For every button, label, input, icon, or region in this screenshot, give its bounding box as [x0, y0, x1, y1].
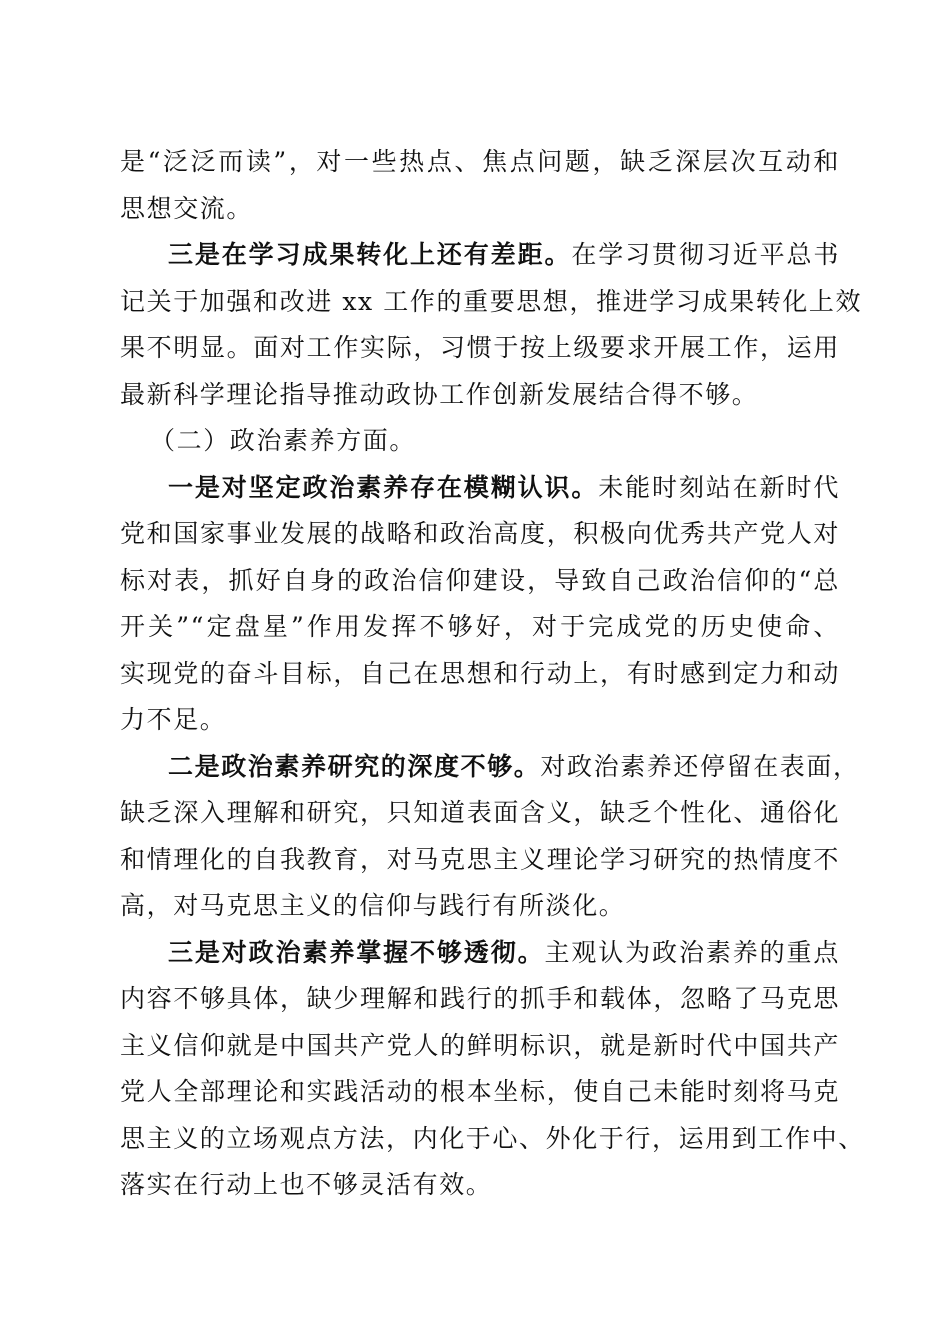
paragraph-3-lead: 一是对坚定政治素养存在模糊认识。: [168, 473, 599, 502]
paragraph-5-lead: 三是对政治素养掌握不够透彻。: [168, 938, 545, 967]
paragraph-3-line-3: 标对表，抓好自身的政治信仰建设，导致自己政治信仰的“总: [120, 566, 840, 595]
paragraph-3-line-2: 党和国家事业发展的战略和政治高度，积极向优秀共产党人对: [120, 519, 840, 548]
paragraph-2-lead: 三是在学习成果转化上还有差距。: [168, 240, 572, 269]
paragraph-4-line-2: 缺乏深入理解和研究，只知道表面含义，缺乏个性化、通俗化: [120, 798, 840, 827]
section-heading-2: （二）政治素养方面。: [150, 426, 417, 455]
paragraph-5-line-4: 党人全部理论和实践活动的根本坐标，使自己未能时刻将马克: [120, 1077, 840, 1106]
paragraph-1-line-2: 思想交流。: [120, 194, 254, 223]
paragraph-4-line-4: 高，对马克思主义的信仰与践行有所淡化。: [120, 891, 626, 920]
paragraph-2-line-1: [168, 240, 840, 270]
paragraph-2-line-1-rest: 在学习贯彻习近平总书: [571, 240, 840, 269]
paragraph-2-line-2: 记关于加强和改进 xx 工作的重要思想，推进学习成果转化上效: [120, 287, 863, 316]
paragraph-3-line-6: 力不足。: [120, 705, 227, 734]
paragraph-1-line-1: 是“泛泛而读”，对一些热点、焦点问题，缺乏深层次互动和: [120, 147, 840, 176]
paragraph-3-line-1-rest: 未能时刻站在新时代: [598, 473, 840, 502]
paragraph-4-line-3: 和情理化的自我教育，对马克思主义理论学习研究的热情度不: [120, 845, 840, 874]
paragraph-5-line-3: 主义信仰就是中国共产党人的鲜明标识，就是新时代中国共产: [120, 1031, 840, 1060]
paragraph-3-line-1: [168, 473, 840, 503]
paragraph-4-line-1-rest: 对政治素养还停留在表面，: [540, 752, 860, 781]
paragraph-3-line-4: 开关”“定盘星”作用发挥不够好，对于完成党的历史使命、: [120, 612, 840, 641]
paragraph-3-line-5: 实现党的奋斗目标，自己在思想和行动上，有时感到定力和动: [120, 659, 840, 688]
paragraph-5-line-5: 思主义的立场观点方法，内化于心、外化于行，运用到工作中、: [120, 1124, 865, 1153]
paragraph-5-line-1-rest: 主观认为政治素养的重点: [544, 938, 840, 967]
paragraph-5-line-2: 内容不够具体，缺少理解和践行的抓手和载体，忽略了马克思: [120, 984, 840, 1013]
paragraph-4-line-1: [168, 752, 860, 782]
paragraph-5-line-6: 落实在行动上也不够灵活有效。: [120, 1170, 493, 1199]
paragraph-4-lead: 二是政治素养研究的深度不够。: [168, 752, 541, 781]
paragraph-2-line-3: 果不明显。面对工作实际，习惯于按上级要求开展工作，运用: [120, 333, 840, 362]
paragraph-5-line-1: [168, 938, 840, 968]
paragraph-2-line-4: 最新科学理论指导推动政协工作创新发展结合得不够。: [120, 380, 759, 409]
